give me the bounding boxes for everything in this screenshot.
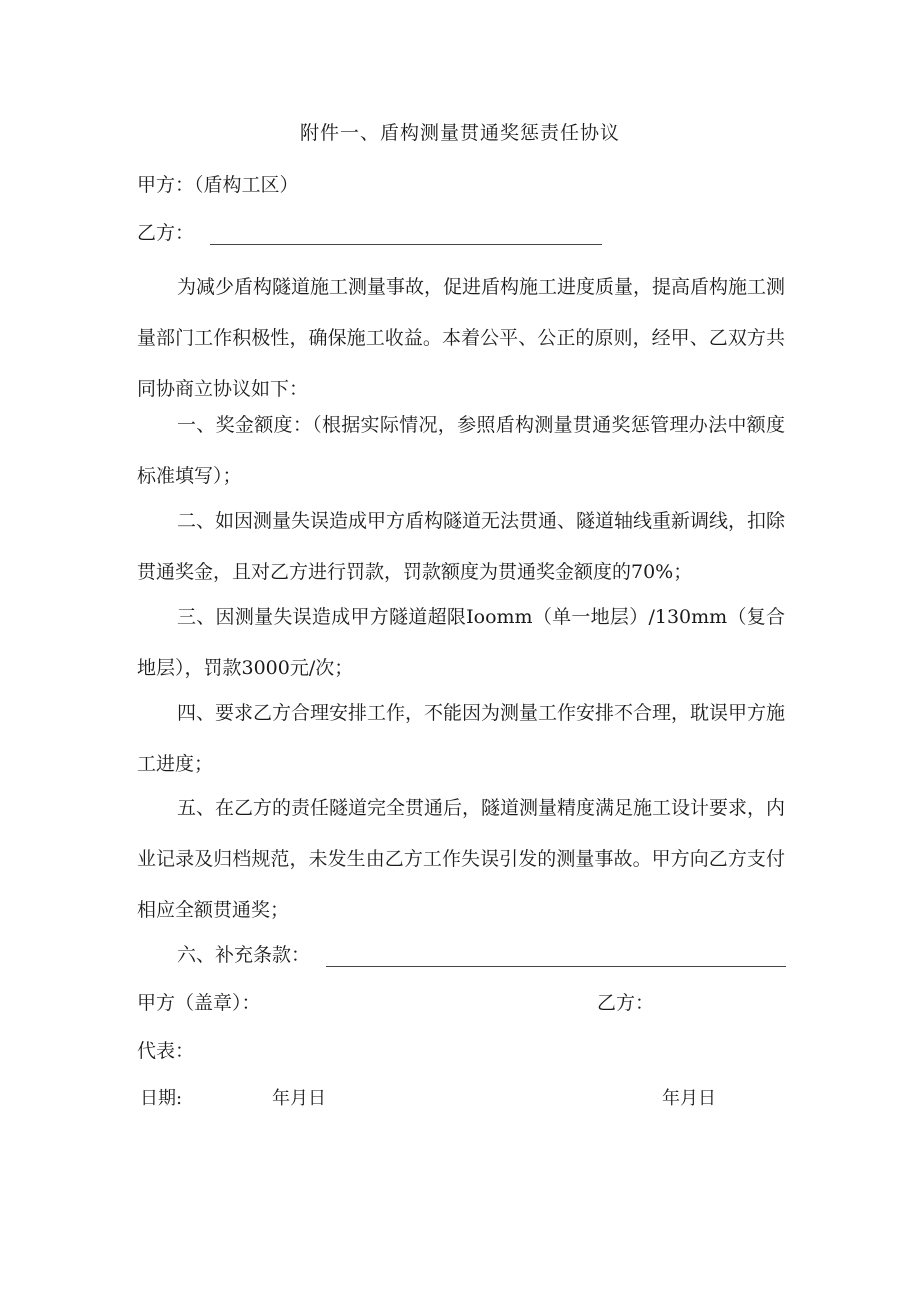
intro-paragraph: 为减少盾构隧道施工测量事故，促进盾构施工进度质量，提高盾构施工测量部门工作积极性，确保施工收益。本着公平、公正的原则，经甲、乙双方共同协商立协议如下： <box>137 276 786 400</box>
date-label: 日期: <box>140 1088 183 1109</box>
party-b-label: 乙方： <box>137 222 195 244</box>
document-title: 附件一、盾构测量贯通奖惩责任协议 <box>299 122 620 144</box>
date-party-a: 年月日 <box>272 1088 326 1109</box>
clause-5: 五、在乙方的责任隧道完全贯通后，隧道测量精度满足施工设计要求，内业记录及归档规范，未发生由乙方工作失误引发的测量事故。甲方向乙方支付相应全额贯通奖； <box>137 797 786 921</box>
party-a-line <box>137 170 299 197</box>
party-a-value: （盾构工区） <box>194 174 299 196</box>
party-a-label: 甲方： <box>137 174 195 196</box>
party-a-seal: 甲方（盖章）： <box>137 992 261 1014</box>
party-b-line <box>137 218 602 245</box>
clause-1: 一、奖金额度：（根据实际情况，参照盾构测量贯通奖惩管理办法中额度标准填写）； <box>137 414 785 487</box>
supplement-label: 六、补充条款： <box>177 944 311 966</box>
date-party-b: 年月日 <box>662 1088 716 1109</box>
clause-2: 二、如因测量失误造成甲方盾构隧道无法贯通、隧道轴线重新调线，扣除贯通奖金，且对乙方进行罚款，罚款额度为贯通奖金额度的70%； <box>137 510 786 583</box>
clause-3: 三、因测量失误造成甲方隧道超限Ioomm（单一地层）/130mm（复合地层），罚款3000元/次； <box>137 606 785 679</box>
party-b-signature: 乙方： <box>597 992 655 1014</box>
representative-label: 代表： <box>137 1040 195 1062</box>
clause-4: 四、要求乙方合理安排工作，不能因为测量工作安排不合理，耽误甲方施工进度； <box>137 702 786 775</box>
supplement-line <box>177 940 786 967</box>
supplement-blank <box>326 946 786 967</box>
party-b-blank <box>210 224 602 245</box>
